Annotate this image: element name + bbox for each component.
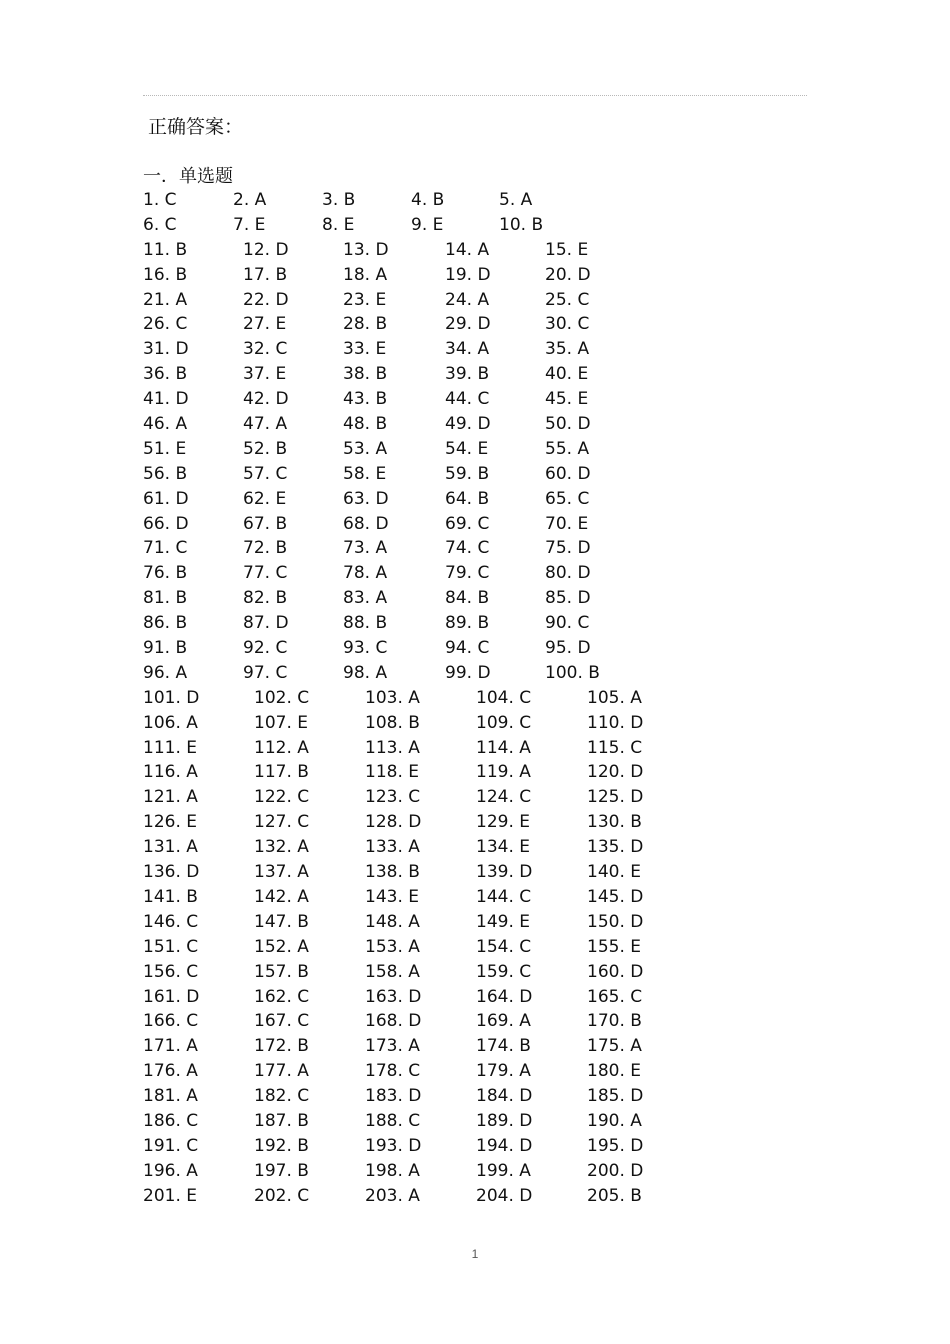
answer-item: 1. C xyxy=(143,190,177,210)
answer-item: 49. D xyxy=(445,414,491,435)
answer-item: 162. C xyxy=(254,986,310,1007)
answer-item: 35. A xyxy=(545,339,590,360)
answer-item: 80. D xyxy=(545,563,591,584)
answer-item: 94. C xyxy=(445,638,490,659)
answer-item: 34. A xyxy=(445,339,490,360)
answer-item: 30. C xyxy=(545,314,590,335)
answer-item: 168. D xyxy=(365,1011,422,1032)
answer-item: 153. A xyxy=(365,936,420,957)
answer-item: 158. A xyxy=(365,961,420,982)
answer-item: 154. C xyxy=(476,936,532,957)
answer-item: 52. B xyxy=(243,438,288,459)
answer-item: 109. C xyxy=(476,712,532,733)
answer-item: 185. D xyxy=(587,1086,644,1107)
answer-item: 15. E xyxy=(545,239,589,260)
answer-item: 127. C xyxy=(254,812,310,833)
answer-item: 11. B xyxy=(143,239,188,260)
answer-item: 187. B xyxy=(254,1110,309,1131)
answer-item: 203. A xyxy=(365,1185,420,1206)
answer-item: 77. C xyxy=(243,563,288,584)
answer-item: 44. C xyxy=(445,389,490,410)
answer-item: 105. A xyxy=(587,687,642,708)
answer-item: 98. A xyxy=(343,662,388,683)
answer-item: 118. E xyxy=(365,762,419,783)
answer-item: 4. B xyxy=(411,190,445,210)
answer-item: 106. A xyxy=(143,712,198,733)
answer-item: 65. C xyxy=(545,488,590,509)
answer-item: 37. E xyxy=(243,364,287,385)
answer-item: 121. A xyxy=(143,787,198,808)
answer-item: 192. B xyxy=(254,1135,309,1156)
answer-item: 156. C xyxy=(143,961,199,982)
answer-item: 42. D xyxy=(243,389,289,410)
answer-item: 13. D xyxy=(343,239,389,260)
answer-item: 46. A xyxy=(143,414,188,435)
answer-item: 17. B xyxy=(243,264,288,285)
answer-item: 191. C xyxy=(143,1135,199,1156)
answer-item: 81. B xyxy=(143,588,188,609)
answer-item: 125. D xyxy=(587,787,644,808)
answer-item: 78. A xyxy=(343,563,388,584)
answer-item: 75. D xyxy=(545,538,591,559)
answer-item: 58. E xyxy=(343,463,387,484)
answer-item: 173. A xyxy=(365,1036,420,1057)
answer-item: 172. B xyxy=(254,1036,309,1057)
answer-item: 186. C xyxy=(143,1110,199,1131)
answer-item: 131. A xyxy=(143,837,198,858)
answer-item: 24. A xyxy=(445,289,490,310)
answer-item: 69. C xyxy=(445,513,490,534)
answer-item: 41. D xyxy=(143,389,189,410)
answer-item: 64. B xyxy=(445,488,490,509)
answer-item: 179. A xyxy=(476,1061,531,1082)
answer-item: 55. A xyxy=(545,438,590,459)
answer-item: 180. E xyxy=(587,1061,641,1082)
answer-item: 103. A xyxy=(365,687,420,708)
answer-item: 111. E xyxy=(143,737,197,758)
answer-item: 107. E xyxy=(254,712,308,733)
answer-item: 116. A xyxy=(143,762,198,783)
answer-item: 149. E xyxy=(476,911,530,932)
answer-item: 9. E xyxy=(411,214,444,235)
answer-item: 88. B xyxy=(343,613,388,634)
answer-item: 194. D xyxy=(476,1135,533,1156)
answer-item: 119. A xyxy=(476,762,531,783)
answer-item: 61. D xyxy=(143,488,189,509)
answer-item: 151. C xyxy=(143,936,199,957)
answer-item: 137. A xyxy=(254,862,309,883)
answer-item: 27. E xyxy=(243,314,287,335)
answer-item: 53. A xyxy=(343,438,388,459)
answer-item: 45. E xyxy=(545,389,589,410)
answer-item: 124. C xyxy=(476,787,532,808)
answer-item: 71. C xyxy=(143,538,188,559)
answer-item: 135. D xyxy=(587,837,644,858)
answer-item: 164. D xyxy=(476,986,533,1007)
answer-item: 123. C xyxy=(365,787,421,808)
answer-item: 95. D xyxy=(545,638,591,659)
answer-item: 20. D xyxy=(545,264,591,285)
answer-item: 23. E xyxy=(343,289,387,310)
answer-item: 202. C xyxy=(254,1185,310,1206)
answer-item: 43. B xyxy=(343,389,388,410)
answer-key-heading: 正确答案： xyxy=(148,116,244,138)
answer-item: 67. B xyxy=(243,513,288,534)
answer-item: 8. E xyxy=(322,214,355,235)
answer-item: 26. C xyxy=(143,314,188,335)
answer-item: 92. C xyxy=(243,638,288,659)
answer-item: 195. D xyxy=(587,1135,644,1156)
answer-item: 86. B xyxy=(143,613,188,634)
answer-item: 6. C xyxy=(143,214,177,235)
answer-item: 150. D xyxy=(587,911,644,932)
answer-item: 129. E xyxy=(476,812,530,833)
answer-item: 96. A xyxy=(143,662,188,683)
answer-item: 163. D xyxy=(365,986,422,1007)
answer-item: 143. E xyxy=(365,886,419,907)
answer-item: 157. B xyxy=(254,961,309,982)
answer-item: 99. D xyxy=(445,662,491,683)
answer-item: 128. D xyxy=(365,812,422,833)
answer-item: 139. D xyxy=(476,862,533,883)
answer-item: 14. A xyxy=(445,239,490,260)
answer-item: 47. A xyxy=(243,414,288,435)
answer-item: 181. A xyxy=(143,1086,198,1107)
answer-item: 160. D xyxy=(587,961,644,982)
answer-item: 145. D xyxy=(587,886,644,907)
answer-item: 48. B xyxy=(343,414,388,435)
answer-item: 136. D xyxy=(143,862,200,883)
answer-item: 89. B xyxy=(445,613,490,634)
answer-item: 114. A xyxy=(476,737,531,758)
header-dotted-rule xyxy=(143,95,807,96)
answer-item: 12. D xyxy=(243,239,289,260)
answer-item: 170. B xyxy=(587,1011,642,1032)
answer-item: 177. A xyxy=(254,1061,309,1082)
answer-item: 82. B xyxy=(243,588,288,609)
answer-item: 31. D xyxy=(143,339,189,360)
answer-item: 32. C xyxy=(243,339,288,360)
answer-item: 60. D xyxy=(545,463,591,484)
answer-item: 166. C xyxy=(143,1011,199,1032)
answer-item: 19. D xyxy=(445,264,491,285)
answer-item: 167. C xyxy=(254,1011,310,1032)
answer-item: 85. D xyxy=(545,588,591,609)
answer-item: 190. A xyxy=(587,1110,642,1131)
answer-item: 21. A xyxy=(143,289,188,310)
answer-item: 159. C xyxy=(476,961,532,982)
answer-item: 189. D xyxy=(476,1110,533,1131)
answer-item: 70. E xyxy=(545,513,589,534)
answer-item: 2. A xyxy=(233,190,267,210)
answer-item: 169. A xyxy=(476,1011,531,1032)
answer-item: 130. B xyxy=(587,812,642,833)
answer-item: 3. B xyxy=(322,190,356,210)
answer-item: 76. B xyxy=(143,563,188,584)
answer-item: 7. E xyxy=(233,214,266,235)
answer-item: 18. A xyxy=(343,264,388,285)
answer-item: 175. A xyxy=(587,1036,642,1057)
answer-item: 138. B xyxy=(365,862,420,883)
answer-item: 102. C xyxy=(254,687,310,708)
answer-item: 117. B xyxy=(254,762,309,783)
answer-item: 84. B xyxy=(445,588,490,609)
answer-item: 83. A xyxy=(343,588,388,609)
answer-item: 115. C xyxy=(587,737,643,758)
answer-item: 5. A xyxy=(499,190,533,210)
answer-item: 174. B xyxy=(476,1036,531,1057)
answer-item: 110. D xyxy=(587,712,644,733)
answer-item: 197. B xyxy=(254,1160,309,1181)
answer-item: 79. C xyxy=(445,563,490,584)
answer-item: 104. C xyxy=(476,687,532,708)
answer-item: 147. B xyxy=(254,911,309,932)
answer-item: 113. A xyxy=(365,737,420,758)
answer-item: 90. C xyxy=(545,613,590,634)
answer-item: 176. A xyxy=(143,1061,198,1082)
answer-item: 33. E xyxy=(343,339,387,360)
answer-item: 188. C xyxy=(365,1110,421,1131)
answer-item: 29. D xyxy=(445,314,491,335)
answer-item: 62. E xyxy=(243,488,287,509)
answer-item: 50. D xyxy=(545,414,591,435)
answer-item: 36. B xyxy=(143,364,188,385)
answer-item: 178. C xyxy=(365,1061,421,1082)
answer-item: 199. A xyxy=(476,1160,531,1181)
answer-item: 25. C xyxy=(545,289,590,310)
answer-item: 59. B xyxy=(445,463,490,484)
answer-item: 182. C xyxy=(254,1086,310,1107)
answer-item: 134. E xyxy=(476,837,530,858)
answer-item: 148. A xyxy=(365,911,420,932)
answer-item: 140. E xyxy=(587,862,641,883)
answer-item: 161. D xyxy=(143,986,200,1007)
answer-item: 28. B xyxy=(343,314,388,335)
answer-item: 22. D xyxy=(243,289,289,310)
answer-item: 74. C xyxy=(445,538,490,559)
answer-item: 171. A xyxy=(143,1036,198,1057)
answer-item: 101. D xyxy=(143,687,200,708)
answer-item: 146. C xyxy=(143,911,199,932)
answer-item: 66. D xyxy=(143,513,189,534)
answer-item: 91. B xyxy=(143,638,188,659)
answer-item: 63. D xyxy=(343,488,389,509)
answer-item: 133. A xyxy=(365,837,420,858)
answer-item: 93. C xyxy=(343,638,388,659)
answer-item: 142. A xyxy=(254,886,309,907)
answer-item: 184. D xyxy=(476,1086,533,1107)
answer-item: 126. E xyxy=(143,812,197,833)
answer-item: 141. B xyxy=(143,886,198,907)
answer-item: 87. D xyxy=(243,613,289,634)
answer-item: 144. C xyxy=(476,886,532,907)
page-number: 1 xyxy=(471,1247,479,1261)
answer-item: 16. B xyxy=(143,264,188,285)
answer-item: 97. C xyxy=(243,662,288,683)
answer-item: 112. A xyxy=(254,737,309,758)
answer-item: 155. E xyxy=(587,936,641,957)
answer-item: 201. E xyxy=(143,1185,197,1206)
answer-item: 122. C xyxy=(254,787,310,808)
answer-item: 205. B xyxy=(587,1185,642,1206)
answer-item: 57. C xyxy=(243,463,288,484)
answer-item: 38. B xyxy=(343,364,388,385)
answer-item: 39. B xyxy=(445,364,490,385)
answer-item: 204. D xyxy=(476,1185,533,1206)
answer-item: 196. A xyxy=(143,1160,198,1181)
answer-item: 183. D xyxy=(365,1086,422,1107)
answer-item: 120. D xyxy=(587,762,644,783)
answer-item: 10. B xyxy=(499,214,544,235)
answer-item: 40. E xyxy=(545,364,589,385)
answer-item: 152. A xyxy=(254,936,309,957)
answer-item: 200. D xyxy=(587,1160,644,1181)
answer-item: 54. E xyxy=(445,438,489,459)
answer-item: 68. D xyxy=(343,513,389,534)
answer-item: 51. E xyxy=(143,438,187,459)
answer-item: 193. D xyxy=(365,1135,422,1156)
answer-item: 198. A xyxy=(365,1160,420,1181)
answer-item: 56. B xyxy=(143,463,188,484)
answer-item: 108. B xyxy=(365,712,420,733)
answer-item: 72. B xyxy=(243,538,288,559)
answer-item: 132. A xyxy=(254,837,309,858)
section-title-single-choice: 一．单选题 xyxy=(143,166,233,187)
answer-item: 73. A xyxy=(343,538,388,559)
answer-item: 165. C xyxy=(587,986,643,1007)
answer-item: 100. B xyxy=(545,662,600,683)
